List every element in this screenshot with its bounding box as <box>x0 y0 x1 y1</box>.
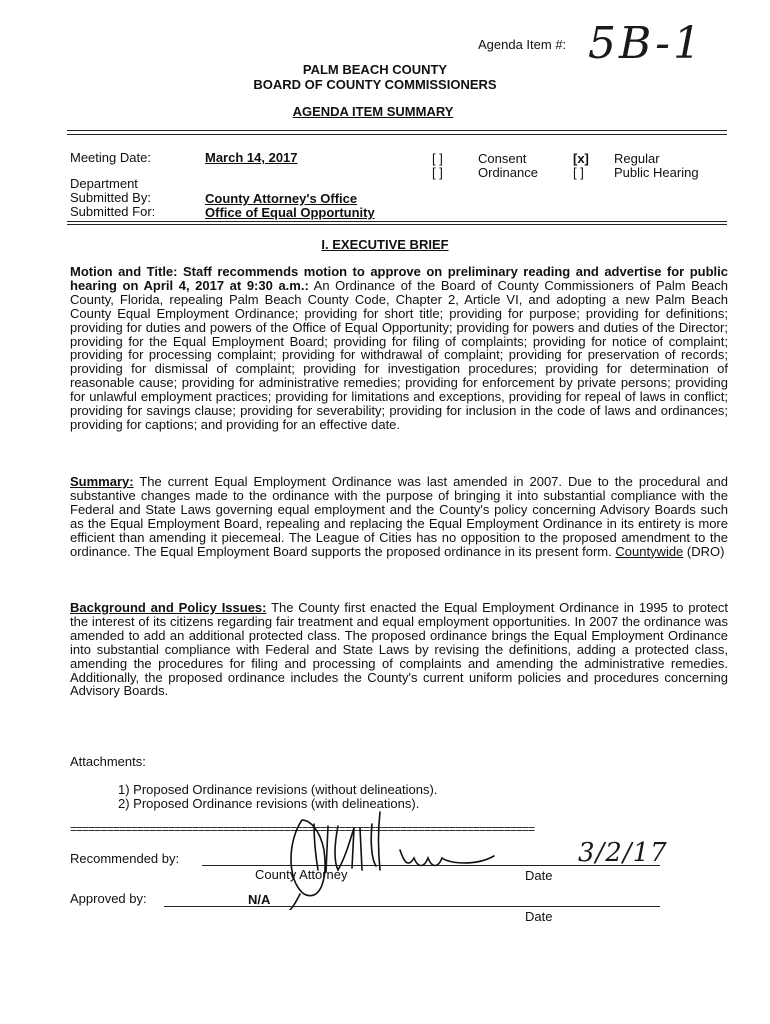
agenda-item-label: Agenda Item #: <box>478 37 567 52</box>
submitted-for-value: Office of Equal Opportunity <box>205 205 375 220</box>
section-heading: I. EXECUTIVE BRIEF <box>321 237 449 252</box>
recommended-role: County Attorney <box>255 867 348 882</box>
consent-checkbox[interactable]: [ ] <box>432 151 443 166</box>
approved-signature-line <box>164 906 660 907</box>
header-rule-1 <box>67 130 727 131</box>
district-value: Countywide <box>615 543 684 559</box>
motion-text: An Ordinance of the Board of County Commissioners of Palm Beach County, Florida, repealing Palm Beach County Code, Chapter 2, Article VI, and adopting a new Palm Beach County Equal Employment Ordinance; providing for short title; providing for purpose; providing for definitions; providing for duties and powers of the Office of Equal Opportunity; providing for powers and duties of the Director; providing for the Equal Employment Board; providing for filing of complaints; providing for notice of complaint; providing for processing complaint; providing for withdrawal of complaint; providing for preservation of records; providing for dismissal of complaint; providing for investigation procedures; providing for determination of reasonable cause; providing for administrative remedies; providing for enforcement by private persons; providing for unlawful employment practices; providing for limitations and exceptions, providing for repeal of laws in conflict; providing for savings clause; providing for severability; providing for inclusion in the code of laws and ordinances; providing for captions; and providing for an effective date. <box>70 277 728 432</box>
public-hearing-checkbox[interactable]: [ ] <box>573 165 584 180</box>
motion-label: Motion and Title: <box>70 264 178 279</box>
background-label: Background and Policy Issues: <box>70 600 267 615</box>
motion-bold-text: Staff recommends motion to approve on preliminary reading and advertise for public hearing on April 4, 2017 at 9:30 a.m.: <box>70 264 728 293</box>
background-paragraph <box>70 601 728 698</box>
approved-by-label: Approved by: <box>70 891 147 906</box>
page-title: AGENDA ITEM SUMMARY <box>292 104 454 119</box>
ordinance-checkbox[interactable]: [ ] <box>432 165 443 180</box>
regular-checkbox[interactable]: [x] <box>573 151 589 166</box>
motion-paragraph <box>70 265 728 432</box>
meeting-date-label: Meeting Date: <box>70 150 151 165</box>
public-hearing-label: Public Hearing <box>614 165 699 180</box>
meeting-rule-2 <box>67 224 727 225</box>
district-code: (DRO) <box>686 543 725 559</box>
recommended-date-label: Date <box>525 868 553 883</box>
consent-label: Consent <box>478 151 527 166</box>
summary-paragraph <box>70 475 728 558</box>
ordinance-label: Ordinance <box>478 165 538 180</box>
department-label: Department <box>70 176 138 191</box>
summary-label: Summary: <box>70 474 134 489</box>
meeting-date-value: March 14, 2017 <box>205 150 298 165</box>
attachment-item: 1) Proposed Ordinance revisions (without delineations). <box>118 782 438 797</box>
background-text: The County first enacted the Equal Employment Ordinance in 1995 to protect the interest of its citizens regarding fair treatment and equal employment opportunities. In 2007 the ordinance was amended to add an additional protected class. The proposed ordinance brings the Equal Employment Ordinance into substantial compliance with Federal and State Laws by revising the definitions, adding a protected class, amending the procedures for filing and processing of complaints and amending the administrative remedies. Additionally, the proposed ordinance includes the County's current uniform policies and procedures concerning Advisory Boards. <box>70 600 728 699</box>
regular-label: Regular <box>614 151 660 166</box>
recommended-date-value: 3/2/17 <box>578 838 668 868</box>
header-rule-2 <box>67 134 727 135</box>
submitted-for-label: Submitted For: <box>70 204 156 219</box>
separator-line: ============================================================================ <box>70 822 535 836</box>
attachment-item: 2) Proposed Ordinance revisions (with delineations). <box>118 796 420 811</box>
board-name: BOARD OF COUNTY COMMISSIONERS <box>253 77 497 92</box>
approved-date-label: Date <box>525 909 553 924</box>
summary-text: The current Equal Employment Ordinance was last amended in 2007. Due to the procedural and substantive changes made to the ordinance with the purpose of bringing it into substantial compliance with the Federal and State Laws governing equal employment and the County's policy concerning Advisory Boards such as the Equal Employment Board, repealing and replacing the Equal Employment Ordinance in its entirety is more efficient than amending it piecemeal. The League of Cities has no opposition to the proposed amendment to the ordinance. The Equal Employment Board supports the proposed ordinance in its present form. <box>70 474 728 559</box>
signature-icon <box>280 810 520 910</box>
approved-value: N/A <box>248 892 271 907</box>
meeting-rule-1 <box>67 221 727 222</box>
recommended-by-label: Recommended by: <box>70 851 180 866</box>
submitted-by-label: Submitted By: <box>70 190 151 205</box>
agenda-item-number: 5B-1 <box>588 18 705 69</box>
county-name: PALM BEACH COUNTY <box>302 62 448 77</box>
submitted-by-value: County Attorney's Office <box>205 191 358 206</box>
attachments-label: Attachments: <box>70 754 146 769</box>
